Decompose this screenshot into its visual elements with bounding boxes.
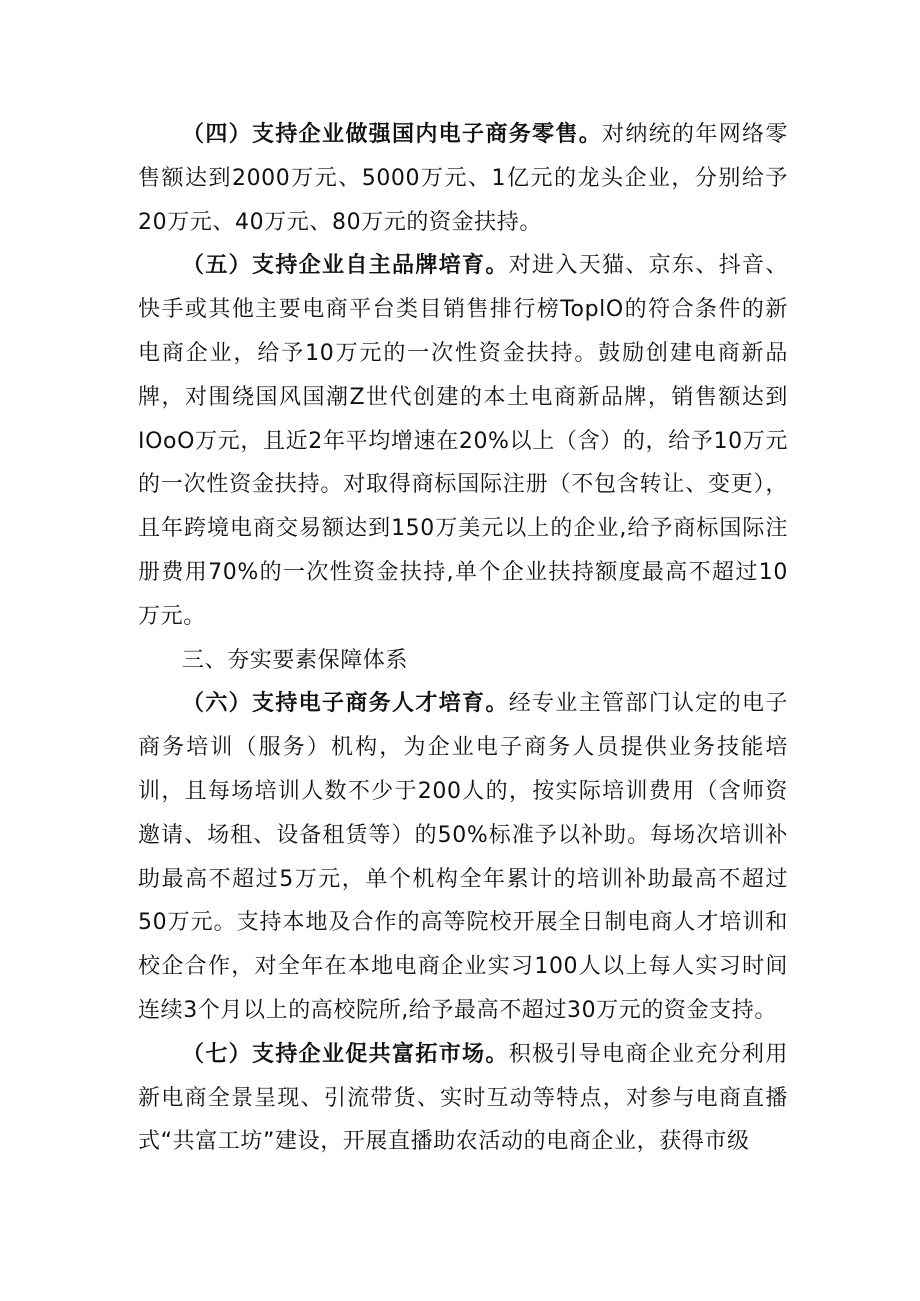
paragraph-support-brand-cultivation [138, 244, 788, 638]
paragraph-lead: （七）支持企业促共富拓市场。 [182, 1041, 509, 1067]
paragraph-lead: （六）支持电子商务人才培育。 [182, 691, 509, 717]
paragraph-support-talent-cultivation [138, 682, 788, 1032]
document-page [138, 113, 788, 1164]
paragraph-body: 积极引导电商企业充分利用新电商全景呈现、引流带货、实时互动等特点，对参与电商直播式“共富工坊”建设，开展直播助农活动的电商企业，获得市级 [138, 1041, 788, 1155]
paragraph-lead: （四）支持企业做强国内电子商务零售。 [182, 122, 603, 147]
paragraph-body: 经专业主管部门认定的电子商务培训（服务）机构，为企业电子商务人员提供业务技能培训，且每场培训人数不少于200人的，按实际培训费用（含师资邀请、场租、设备租赁等）的50%标准予以补助。每场次培训补助最高不超过5万元，单个机构全年累计的培训补助最高不超过50万元。支持本地及合作的高等院校开展全日制电商人才培训和校企合作，对全年在本地电商企业实习100人以上每人实习时间连续3个月以上的高校院所,给予最高不超过30万元的资金支持。 [138, 691, 788, 1023]
section-heading: 三、夯实要素保障体系 [182, 647, 409, 673]
paragraph-lead: （五）支持企业自主品牌培育。 [182, 253, 509, 279]
paragraph-body: 对纳统的年网络零售额达到2000万元、5000万元、1亿元的龙头企业，分别给予20万元、40万元、80万元的资金扶持。 [138, 122, 788, 235]
paragraph-body: 对进入天猫、京东、抖音、快手或其他主要电商平台类目销售排行榜ToplO的符合条件的新电商企业，给予10万元的一次性资金扶持。鼓励创建电商新品牌，对围绕国风国潮Z世代创建的本土电商新品牌，销售额达到IOoO万元，且近2年平均增速在20%以上（含）的，给予10万元的一次性资金扶持。对取得商标国际注册（不包含转让、变更），且年跨境电商交易额达到150万美元以上的企业,给予商标国际注册费用70%的一次性资金扶持,单个企业扶持额度最高不超过10万元。 [138, 253, 788, 629]
paragraph-support-common-prosperity [138, 1033, 788, 1164]
paragraph-support-domestic-retail [138, 113, 788, 244]
